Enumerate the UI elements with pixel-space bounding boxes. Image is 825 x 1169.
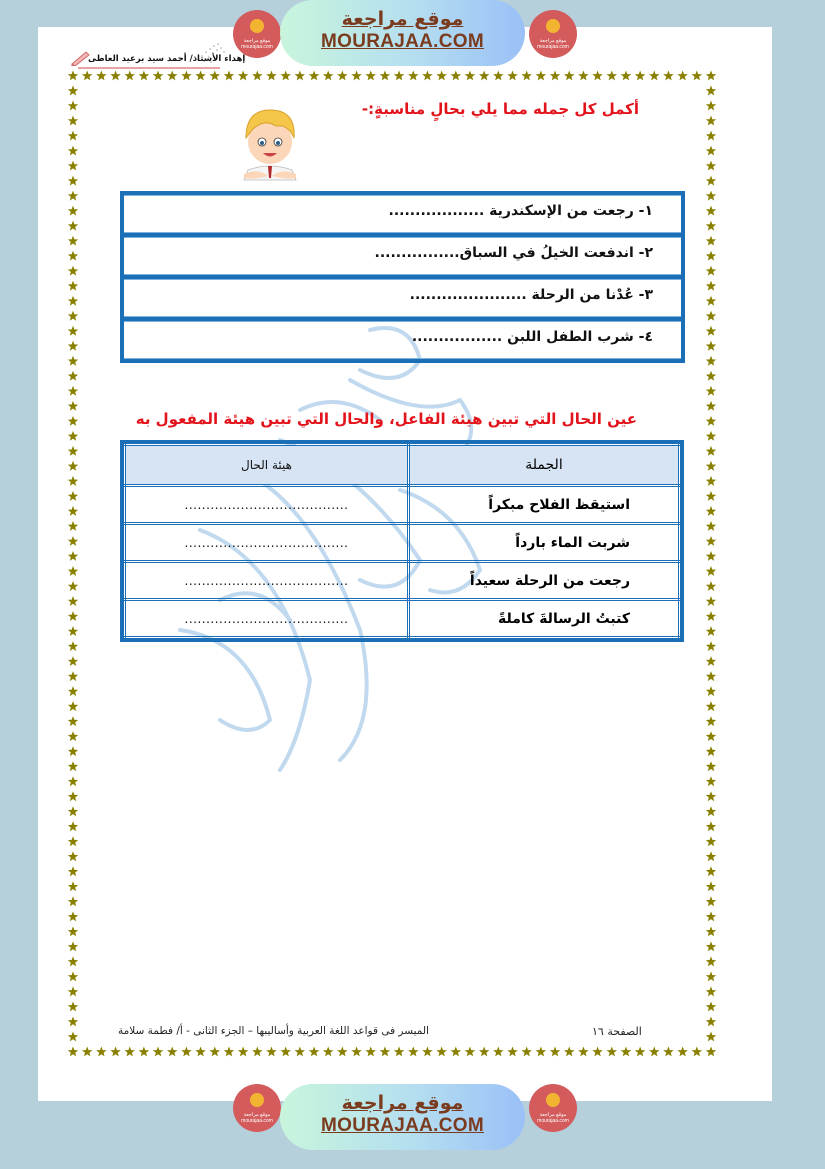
table-header-row [125, 445, 680, 486]
fill-in-row [124, 279, 681, 321]
fill-in-table [120, 191, 685, 363]
table-row [125, 486, 680, 524]
site-badge-right-bottom [529, 1084, 577, 1132]
header-divider [78, 67, 220, 69]
fill-in-item-1[interactable]: ١- رجعت من الإسكندرية .................. [388, 203, 653, 219]
site-banner-bottom[interactable] [280, 1084, 525, 1150]
column-header-hal: هيئة الحال [125, 445, 409, 486]
answer-blank[interactable]: ...................................... [125, 600, 409, 638]
pencil-icon [70, 50, 90, 66]
fill-in-row [124, 321, 681, 363]
sentence-cell: رجعت من الرحلة سعيداً [409, 562, 680, 600]
book-icon [250, 19, 264, 33]
site-badge-left-bottom [233, 1084, 281, 1132]
badge-text: موقع مراجعة mourajaa.com [241, 1112, 273, 1124]
sentence-cell: استيقظ الفلاح مبكراً [409, 486, 680, 524]
site-badge-left-top [233, 10, 281, 58]
exercise-1-instruction: أكمل كل جمله مما يلي بحالٍ مناسبةٍ:- [361, 100, 639, 118]
fill-in-row [124, 237, 681, 279]
site-domain: MOURAJAA.COM [321, 1115, 484, 1136]
footer-book-title: الميسر فى قواعد اللغة العربية وأساليبها – الجزء الثانى - أ/ فطمة سلامة [118, 1025, 429, 1037]
answer-blank[interactable]: ...................................... [125, 524, 409, 562]
fill-in-row [124, 195, 681, 237]
badge-text: موقع مراجعة mourajaa.com [241, 38, 273, 50]
table-row [125, 524, 680, 562]
boy-illustration [238, 104, 302, 182]
site-name-arabic: موقع مراجعة [341, 8, 464, 30]
book-icon [250, 1093, 264, 1107]
sentence-cell: كتبتُ الرسالةَ كاملةً [409, 600, 680, 638]
book-icon [546, 19, 560, 33]
fill-in-item-3[interactable]: ٣- عُدْنا من الرحلة ...................... [409, 287, 653, 303]
table-row [125, 600, 680, 638]
site-domain: MOURAJAA.COM [321, 31, 484, 52]
fill-in-item-4[interactable]: ٤- شرب الطفل اللبن ................. [411, 329, 653, 345]
site-name-arabic: موقع مراجعة [341, 1092, 464, 1114]
sentence-cell: شربت الماء بارداً [409, 524, 680, 562]
exercise-2-instruction: عين الحال التي تبين هيئة الفاعل، والحال التي تبين هيئة المفعول به [135, 410, 637, 428]
badge-text: موقع مراجعة mourajaa.com [537, 1112, 569, 1124]
author-credit: إهداء الأستاذ/ أحمد سيد برعيد العاطى [88, 54, 246, 64]
site-badge-right-top [529, 10, 577, 58]
site-banner-top[interactable] [280, 0, 525, 66]
answer-blank[interactable]: ...................................... [125, 486, 409, 524]
fill-in-item-2[interactable]: ٢- اندفعت الخيلُ في السباق................ [374, 245, 653, 261]
book-icon [546, 1093, 560, 1107]
table-row [125, 562, 680, 600]
badge-text: موقع مراجعة mourajaa.com [537, 38, 569, 50]
hal-table [120, 440, 684, 642]
page-number: الصفحة ١٦ [592, 1025, 642, 1038]
column-header-sentence: الجملة [409, 445, 680, 486]
answer-blank[interactable]: ...................................... [125, 562, 409, 600]
